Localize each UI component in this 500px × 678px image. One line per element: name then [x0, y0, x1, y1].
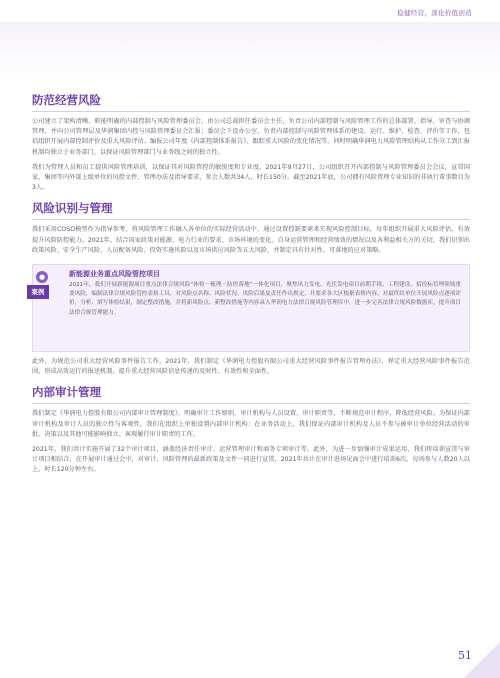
case-icon: ●: [36, 271, 48, 283]
case-text: 2021年，我们开展新能源项目重点法律合规风险“体检－梳理－防控落地”一体化项目，聚焦风力发电、光伏发电项目前期手续、工程建设、招投标管理领域重要风险，编制法律合规风险管控表格工具，对风险点名称、风险状况、风险后果及责任作出规定，并要求各大区根据表格内容，对最终给单位开展风险点逐项评价，分析、填写体检结果，制定整改措施，并将新风险点、新整改措施等内容录入华润电力法律合规风险管理库中，进一步完善法律合规风险数据库，提升项目法律合规管理能力。: [69, 282, 461, 316]
section-risk-identification: [32, 200, 470, 377]
section-internal-audit: [32, 384, 470, 475]
section-risk-prevention: [32, 92, 470, 193]
header-band: [0, 22, 500, 80]
case-box: [32, 264, 470, 352]
paragraph: 我们制定《华润电力控股有限公司内部审计管理制度》，明确审计工作原则、审计机构与人员设置、审计职责等，不断规范审计程序，降低经营风险。为保证内部审计机构及审计人员的独立性与客观性，我们在组织上单独设置内部审计机构：在业务活动上，我们保证内部审计机构及人员不参与被审计单位经营活动的审批、决策以及其他可能影响独立、客观履行审计职责的工作。: [32, 410, 470, 438]
header-tagline: 稳健经营，深化价值创造: [397, 9, 472, 17]
section-title: 风险识别与管理: [32, 200, 470, 220]
paragraph: 公司建立了架构清晰、职能明确的内部控制与风险管理委员会，由公司总裁担任委员会主任，负责公司内部控制与风险管理工作的总体部署、指导、审查与协调管理，并向公司管理层及华润集团内控与风险管理委员会汇报；委员会下设办公室，负责内部控制与风险管理体系的建设、运行、维护、检查、评价等工作，包括组织开展内部控制评价及重大风险评估、编报公司年度《内部控制体系报告》、跟踪重大风险的变化情况等。同时明确华润电力风险管理结构从工作分工到汇报机制均独立于业务部门，以保证风险管理部门与业务线之间的独立性。: [32, 118, 470, 156]
paragraph: 我们为管理人员和员工提供风险管理培训，以保证其对风险管控的敏锐度和专业度。2021年9月27日，公司组织召开内部控制与风险管理委员会会议，宣贯国家、集团等内外部上级单位的风控文件、管理办法及指导要求，参会人数共34人，时长150分。截至2021年底，公司拥有风险管理专业知识的非执行董事数目为3人。: [32, 163, 470, 192]
paragraph: 我们采用COSO模型作为指导参考，将风险管理工作融入各单位的实际经营活动中，通过设置控制要素来实现风险控制目标，每年组织开展重大风险评估，有效提升风险防控能力。2021年，结合国家政策对能源、电力行业的要求、市场环境的变化、自身运营管理和经营绩效的情况以及各利益相关方的关切，我们识别出政策风险、安全生产风险、人员配备风险、投资实施风险以及市场供应风险等五大风险，并制定具有针对性、可落地的应对策略。: [32, 226, 470, 254]
paragraph: 此外，为规范公司重大经营风险事件报告工作，2021年，我们制定《华润电力控股有限公司重大经营风险事件报告管理办法》，界定重大经营风险事件报告范围，形成高效运行的报送机制，提升重大经营风险信息传递的及时性、有效性和全面性。: [32, 358, 470, 376]
page-number: 51: [458, 649, 472, 662]
section-title: 内部审计管理: [32, 384, 470, 404]
page-content: [32, 92, 470, 483]
case-title: 新能源业务重点风险管控项目: [69, 270, 160, 279]
case-badge: 案例: [27, 285, 49, 299]
paragraph: 2021年，我们共计实施开展了32个审计项目，涵盖经济责任审计、运营管理审计和商务专项审计等。此外，为进一步加强审计成果运用，我们将培训宣贯与审计项目相结合，在开展审计通过会中，对审计、风险管理的最新政策及文件一同进行宣贯，2021年共计在审计进场见面会中进行培训6次，每场参与人数20人以上，时长120分钟左右。: [32, 446, 470, 474]
section-title: 防范经营风险: [32, 92, 470, 112]
